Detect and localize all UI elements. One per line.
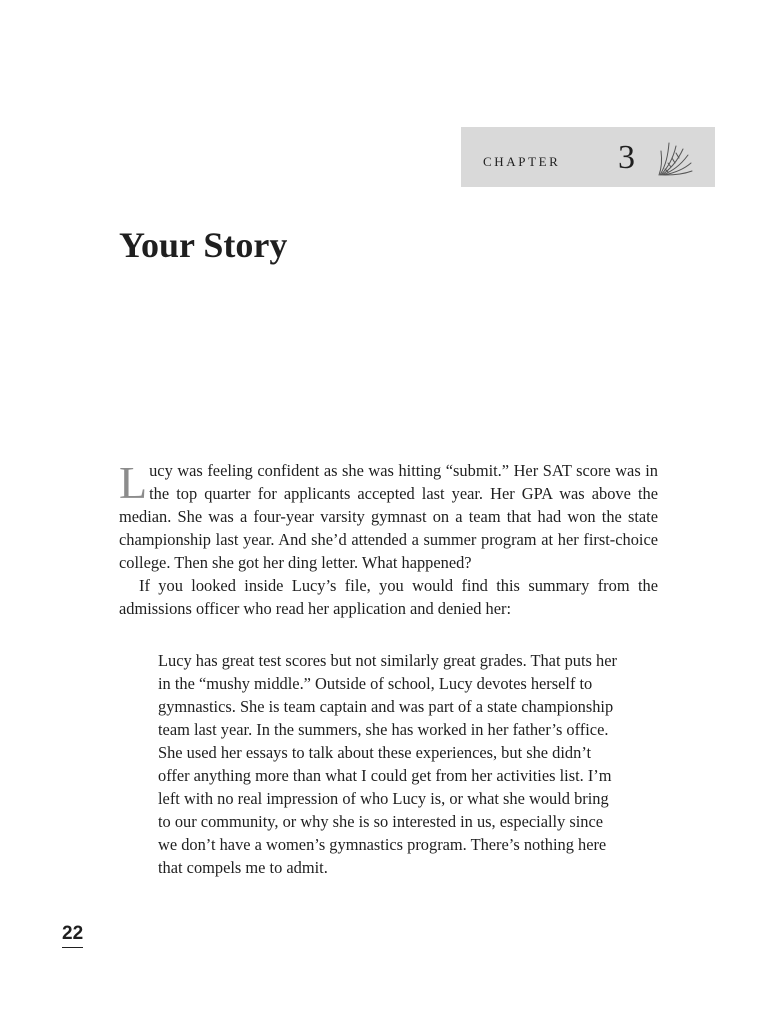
chapter-label: chapter bbox=[483, 150, 561, 171]
quote-line: left with no real impression of who Lucy is, or what she would bring bbox=[158, 789, 609, 808]
quote-line: we don’t have a women’s gymnastics program. There’s nothing here bbox=[158, 835, 607, 854]
quote-line: that compels me to admit. bbox=[158, 858, 328, 877]
quote-line: offer anything more than what I could get from her activities list. I’m bbox=[158, 766, 612, 785]
quote-line: in the “mushy middle.” Outside of school, Lucy devotes herself to bbox=[158, 674, 593, 693]
chapter-title: Your Story bbox=[119, 225, 288, 265]
quote-line: Lucy has great test scores but not similarly great grades. That puts her bbox=[158, 651, 617, 670]
chapter-heading-box bbox=[461, 127, 715, 187]
quote-line: She used her essays to talk about these experiences, but she didn’t bbox=[158, 743, 592, 762]
drop-cap: L bbox=[119, 457, 148, 508]
page-number: 22 bbox=[62, 924, 83, 948]
paragraph-2: If you looked inside Lucy’s file, you would find this summary from the admissions officer who read her application and denied her: bbox=[119, 576, 658, 618]
leaf-spray-icon bbox=[656, 141, 694, 177]
quote-line: team last year. In the summers, she has worked in her father’s office. bbox=[158, 720, 609, 739]
quote-line: gymnastics. She is team captain and was part of a state championship bbox=[158, 697, 614, 716]
paragraph-1-text: ucy was feeling confident as she was hitting “submit.” Her SAT score was in the top quarter for applicants accepted last year. Her GPA was above the median. She was a four-year varsity gymnast on a team that had won the state championship last year. And she’d attended a summer program at her first-choice college. Then she got her ding letter. What happened? bbox=[119, 461, 658, 572]
block-quote bbox=[158, 649, 628, 879]
paragraph-1 bbox=[119, 459, 658, 574]
body-text bbox=[119, 459, 658, 620]
chapter-number: 3 bbox=[618, 139, 635, 176]
quote-line: to our community, or why she is so interested in us, especially since bbox=[158, 812, 604, 831]
